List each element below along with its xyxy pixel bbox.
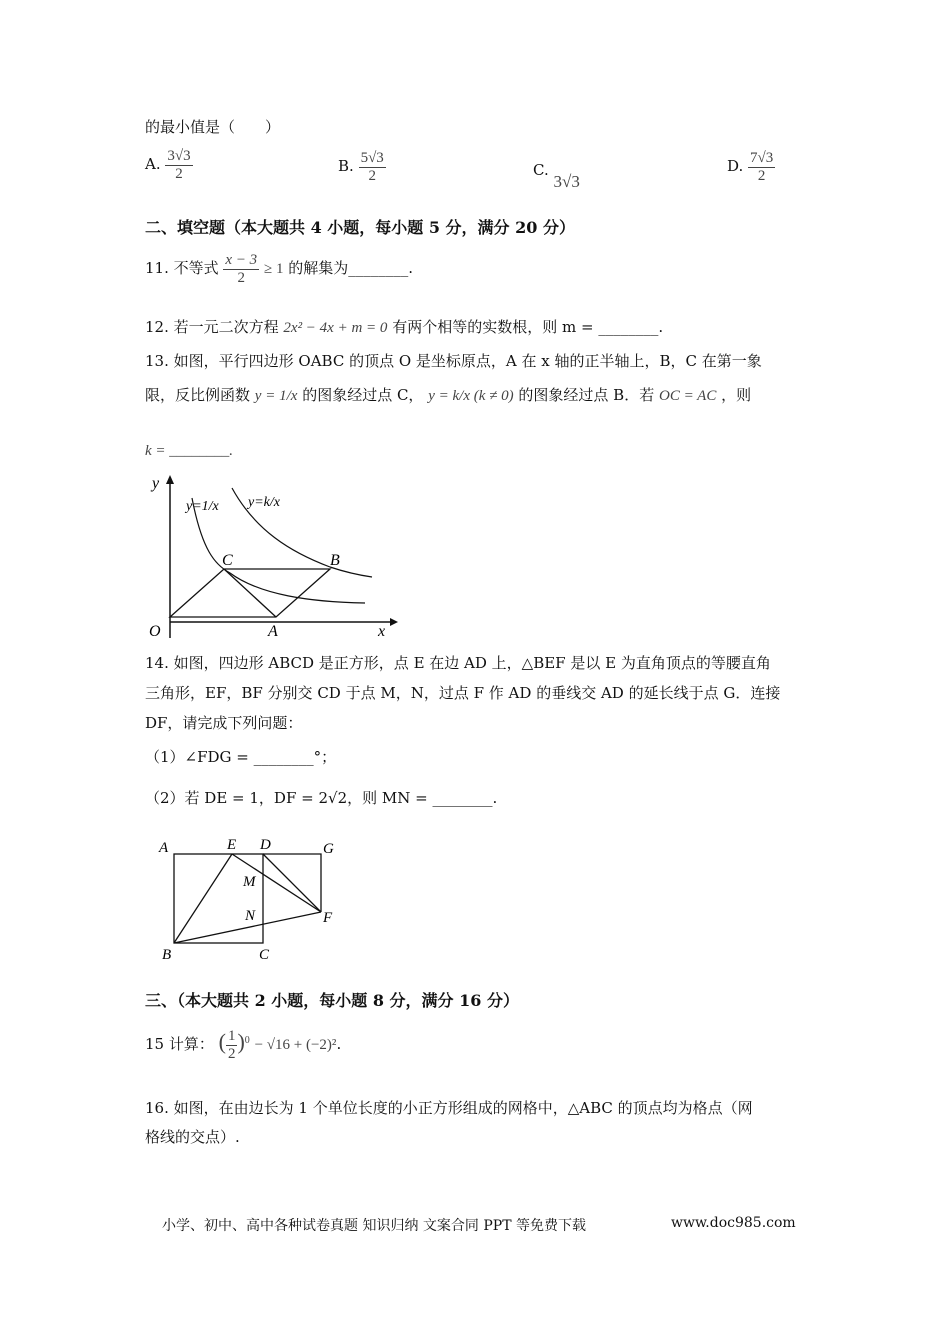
origin-label: O xyxy=(149,623,161,640)
section2-title: 二、填空题（本大题共 4 小题，每小题 5 分，满分 20 分） xyxy=(145,218,575,237)
q14-part1: （1）∠FDG = ________°； xyxy=(145,748,337,766)
q12-expr: 2x² − 4x + m = 0 xyxy=(283,320,388,336)
segment-df xyxy=(263,854,321,912)
q13-figure xyxy=(140,470,400,642)
q16-line2: 格线的交点）. xyxy=(145,1128,240,1146)
q13-line3: k = ________. xyxy=(145,443,234,459)
q13-text-c: 的图象经过点 B．若 xyxy=(518,386,655,404)
q10-option-a xyxy=(145,148,193,182)
label-c: C xyxy=(259,947,270,963)
q13-text-b: 的图象经过点 C， xyxy=(302,386,424,404)
option-label: A. xyxy=(145,155,161,173)
q10-option-b xyxy=(338,150,386,184)
option-label: C. xyxy=(533,161,549,179)
y-axis-arrow-icon xyxy=(166,475,174,484)
q11: 11. 不等式 $\frac{x - 3}{2}$ ≥ 1 的解集为________. xyxy=(145,252,414,286)
label-d: D xyxy=(260,837,271,853)
curve-k-label: y=k/x xyxy=(248,495,280,510)
q12 xyxy=(145,316,663,337)
option-label: B. xyxy=(338,157,354,175)
label-b: B xyxy=(162,947,172,963)
q15: 15 计算： ( $\frac{1}{2}$ )$^0$ − √16 + (−2)². xyxy=(145,1028,342,1062)
segment-be xyxy=(174,854,232,943)
q14-line3: DF，请完成下列问题： xyxy=(145,714,303,732)
footer-text: 小学、初中、高中各种试卷真题 知识归纳 文案合同 PPT 等免费下载 xyxy=(162,1218,586,1234)
q11-prefix: 11. 不等式 xyxy=(145,259,219,277)
q12-answer: m = ________. xyxy=(562,318,664,336)
q14-figure xyxy=(155,832,355,964)
q15-fraction: $\frac{1}{2}$ xyxy=(227,1028,236,1062)
label-g: G xyxy=(323,841,334,857)
q13-text-a: 限，反比例函数 xyxy=(145,386,251,404)
label-e: E xyxy=(227,837,237,853)
label-n: N xyxy=(245,908,256,924)
q12-suffix: 有两个相等的实数根，则 xyxy=(392,318,558,336)
q10-tail: 的最小值是（ ） xyxy=(145,118,281,136)
option-value: 3√3 xyxy=(553,172,580,191)
option-label: D. xyxy=(727,157,744,175)
x-axis-label: x xyxy=(378,623,386,640)
q13-line2 xyxy=(145,384,751,405)
q14-part2: （2）若 DE = 1，DF = 2√2，则 MN = ________. xyxy=(145,789,498,807)
label-f: F xyxy=(323,910,333,926)
q10-option-c xyxy=(533,160,580,191)
label-a: A xyxy=(159,840,169,856)
q13-cond: OC = AC xyxy=(658,388,717,404)
q13-text-d: ，则 xyxy=(721,386,752,404)
y-axis-label: y xyxy=(152,475,160,492)
q11-expr: $\frac{x - 3}{2}$ xyxy=(225,252,258,286)
option-value: $\frac{3√3}{2}$ xyxy=(167,148,191,182)
q16-line1: 16. 如图，在由边长为 1 个单位长度的小正方形组成的网格中，△ABC 的顶点均为格点（网 xyxy=(145,1099,753,1117)
q11-suffix: 的解集为________. xyxy=(288,259,414,277)
point-a-label: A xyxy=(268,623,278,640)
square-abcd xyxy=(174,854,263,943)
point-b-label: B xyxy=(330,552,340,569)
q13-f2: y = k/x (k ≠ 0) xyxy=(428,388,514,404)
point-c-label: C xyxy=(222,552,233,569)
q10-option-d xyxy=(727,150,775,184)
curve-1-label: y=1/x xyxy=(186,499,219,514)
q14-line2: 三角形，EF，BF 分别交 CD 于点 M，N，过点 F 作 AD 的垂线交 AD 的延长线于点 G．连接 xyxy=(145,684,781,702)
option-value: $\frac{7√3}{2}$ xyxy=(750,150,774,184)
footer-url[interactable]: www.doc985.com xyxy=(671,1215,796,1231)
q13-f1: y = 1/x xyxy=(254,388,298,404)
section3-title: 三、（本大题共 2 小题，每小题 8 分，满分 16 分） xyxy=(145,991,519,1010)
option-value: $\frac{5√3}{2}$ xyxy=(360,150,384,184)
q13-line1: 13. 如图，平行四边形 OABC 的顶点 O 是坐标原点，A 在 x 轴的正半轴上，B，C 在第一象 xyxy=(145,352,762,370)
q15-prefix: 15 计算： xyxy=(145,1035,214,1053)
label-m: M xyxy=(243,874,256,890)
x-axis-arrow-icon xyxy=(390,618,398,626)
segment-ac xyxy=(224,569,276,617)
q12-prefix: 12. 若一元二次方程 xyxy=(145,318,279,336)
q14-line1: 14. 如图，四边形 ABCD 是正方形，点 E 在边 AD 上，△BEF 是以 E 为直角顶点的等腰直角 xyxy=(145,654,771,672)
